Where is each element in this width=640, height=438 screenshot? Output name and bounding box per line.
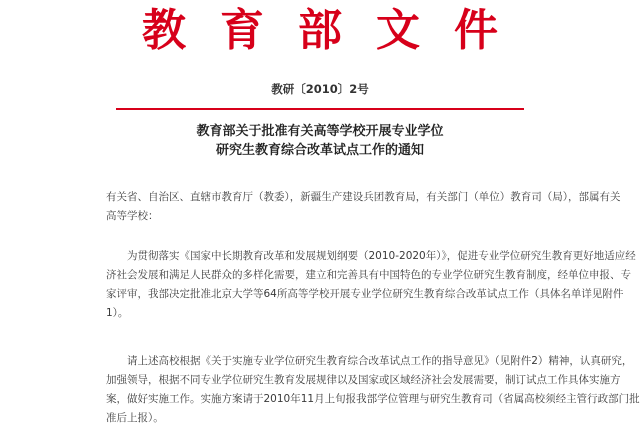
- document-title: [0, 122, 640, 160]
- body-paragraph-1: [106, 247, 636, 323]
- title-line: 研究生教育综合改革试点工作的通知: [215, 143, 424, 158]
- title-line: 教育部关于批准有关高等学校开展专业学位: [196, 124, 444, 139]
- body-paragraph-2: [106, 352, 640, 428]
- paragraph-line: 案，做好实施工作。实施方案请于2010年11月上旬报我部学位管理与研究生教育司（省属高校须经主管行政部门批: [106, 393, 640, 405]
- masthead-char: 件: [454, 5, 498, 56]
- red-divider: [116, 108, 524, 110]
- masthead-char: 教: [142, 5, 186, 56]
- paragraph-line: 请上述高校根据《关于实施专业学位研究生教育综合改革试点工作的指导意见》（见附件2）精神，认真研究，: [127, 355, 633, 367]
- paragraph-line: 准后上报）。: [106, 412, 164, 424]
- paragraph-line: 为贯彻落实《国家中长期教育改革和发展规划纲要（2010-2020年）》，促进专业学位研究生教育更好地适应经: [127, 250, 636, 262]
- paragraph-line: 济社会发展和满足人民群众的多样化需要，建立和完善具有中国特色的专业学位研究生教育制度，经单位申报、专: [106, 269, 631, 281]
- document-number: 教研〔2010〕2号: [271, 82, 369, 96]
- paragraph-line: 家评审，我部决定批准北京大学等64所高等学校开展专业学位研究生教育综合改革试点工作（具体名单详见附件: [106, 288, 624, 300]
- masthead-char: 部: [298, 5, 342, 56]
- masthead-char: 育: [220, 5, 264, 56]
- addressee-line: 高等学校：: [106, 210, 159, 222]
- addressee-line: 有关省、自治区、直辖市教育厅（教委），新疆生产建设兵团教育局，有关部门（单位）教育司（局），部属有关: [106, 191, 621, 203]
- masthead-char: 文: [376, 5, 420, 56]
- masthead: [0, 2, 640, 60]
- paragraph-line: 1）。: [106, 307, 129, 319]
- addressee: [106, 188, 621, 226]
- paragraph-line: 加强领导，根据不同专业学位研究生教育发展规律以及国家或区域经济社会发展需要，制订试点工作具体实施方: [106, 374, 621, 386]
